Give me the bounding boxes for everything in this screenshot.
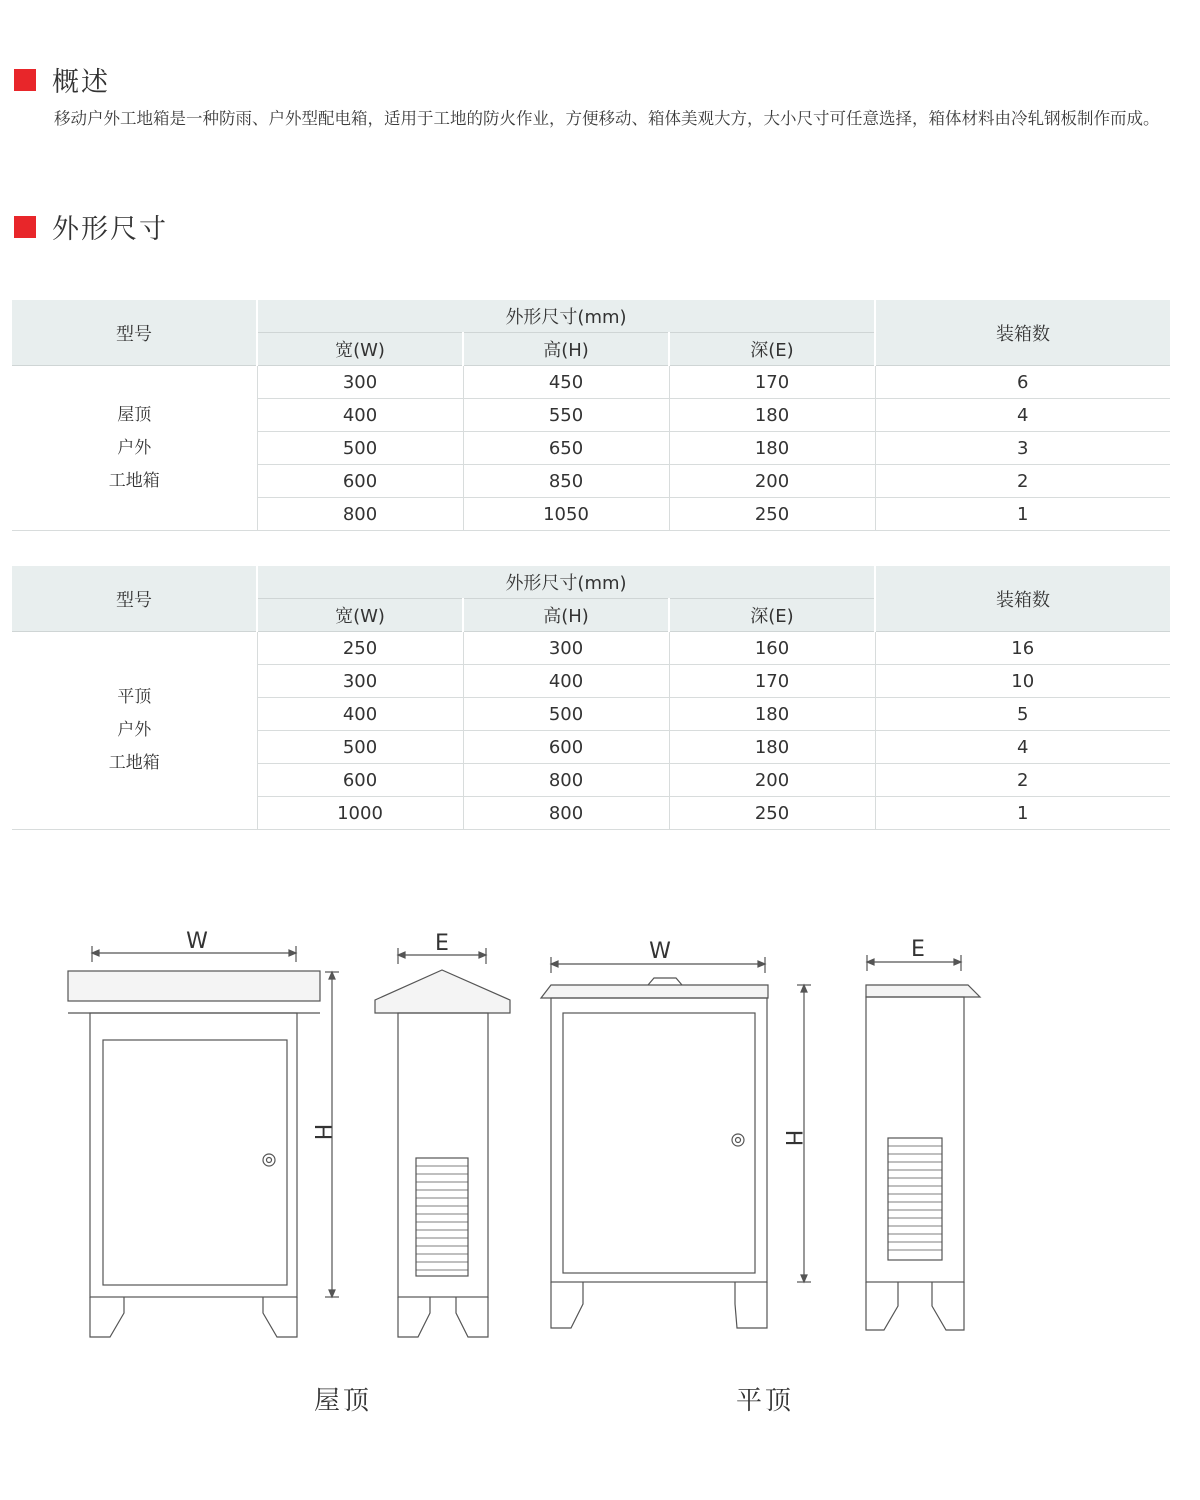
model-line: 户外 [117,437,152,458]
header-height: 高(H) [463,333,669,366]
depth-label: E [911,937,925,962]
header-quantity: 装箱数 [875,566,1170,632]
cell-width: 600 [257,764,463,797]
header-dimension-group: 外形尺寸(mm) [257,566,875,599]
cell-quantity: 1 [875,797,1170,830]
header-dimension-group: 外形尺寸(mm) [257,300,875,333]
cell-quantity: 6 [875,366,1170,399]
overview-title: 概述 [52,67,110,98]
model-line: 工地箱 [108,470,160,491]
table-row [12,632,1170,665]
header-model: 型号 [12,566,257,632]
header-width: 宽(W) [257,333,463,366]
red-square-icon [14,216,36,238]
cell-width: 300 [257,665,463,698]
spec-table-roof [12,300,1170,531]
cell-quantity: 16 [875,632,1170,665]
cell-depth: 180 [669,731,875,764]
cell-height: 450 [463,366,669,399]
overview-text: 移动户外工地箱是一种防雨、户外型配电箱，适用于工地的防火作业，方便移动、箱体美观大方，大小尺寸可任意选择，箱体材料由冷轧钢板制作而成。 [54,109,1160,128]
header-model: 型号 [12,300,257,366]
cell-height: 1050 [463,498,669,531]
cell-width: 1000 [257,797,463,830]
cell-quantity: 1 [875,498,1170,531]
roof-cabinet-side-view [375,931,510,1337]
height-label: H [780,1129,805,1147]
table-row [12,366,1170,399]
cell-depth: 180 [669,399,875,432]
roof-cabinet-front-view [68,929,339,1337]
flat-cabinet-front-view [541,939,811,1328]
cell-width: 400 [257,698,463,731]
cell-height: 300 [463,632,669,665]
cell-quantity: 5 [875,698,1170,731]
header-height: 高(H) [463,599,669,632]
cell-width: 250 [257,632,463,665]
cell-height: 500 [463,698,669,731]
cell-height: 650 [463,432,669,465]
cell-quantity: 2 [875,465,1170,498]
cell-depth: 180 [669,432,875,465]
cell-quantity: 3 [875,432,1170,465]
dimensions-title: 外形尺寸 [52,214,168,245]
width-label: W [649,939,671,964]
cell-width: 500 [257,731,463,764]
cell-width: 800 [257,498,463,531]
cell-width: 400 [257,399,463,432]
cell-depth: 180 [669,698,875,731]
cell-height: 400 [463,665,669,698]
overview-heading [14,60,110,99]
cell-height: 850 [463,465,669,498]
header-depth: 深(E) [669,333,875,366]
cell-height: 800 [463,764,669,797]
cell-height: 800 [463,797,669,830]
model-cell [12,366,257,531]
cell-depth: 160 [669,632,875,665]
cell-depth: 200 [669,465,875,498]
cell-depth: 250 [669,797,875,830]
flat-cabinet-side-view [866,937,980,1330]
cell-width: 500 [257,432,463,465]
dimensions-heading [14,207,168,246]
header-depth: 深(E) [669,599,875,632]
height-label: H [309,1123,334,1141]
cell-quantity: 10 [875,665,1170,698]
width-label: W [186,929,208,954]
cabinet-drawings [0,900,1200,1370]
cell-quantity: 4 [875,731,1170,764]
header-quantity: 装箱数 [875,300,1170,366]
cell-height: 550 [463,399,669,432]
depth-label: E [435,931,449,956]
red-square-icon [14,69,36,91]
cell-quantity: 2 [875,764,1170,797]
header-width: 宽(W) [257,599,463,632]
model-line: 平顶 [117,687,152,707]
model-cell [12,632,257,830]
flat-caption: 平顶 [736,1386,795,1416]
spec-table-flat [12,566,1170,830]
cell-depth: 200 [669,764,875,797]
cell-width: 300 [257,366,463,399]
cell-depth: 170 [669,366,875,399]
cell-height: 600 [463,731,669,764]
cell-quantity: 4 [875,399,1170,432]
model-line: 屋顶 [117,404,152,425]
cell-width: 600 [257,465,463,498]
cell-depth: 250 [669,498,875,531]
model-line: 户外 [117,720,152,740]
cell-depth: 170 [669,665,875,698]
model-line: 工地箱 [108,753,160,773]
roof-caption: 屋顶 [314,1386,373,1416]
